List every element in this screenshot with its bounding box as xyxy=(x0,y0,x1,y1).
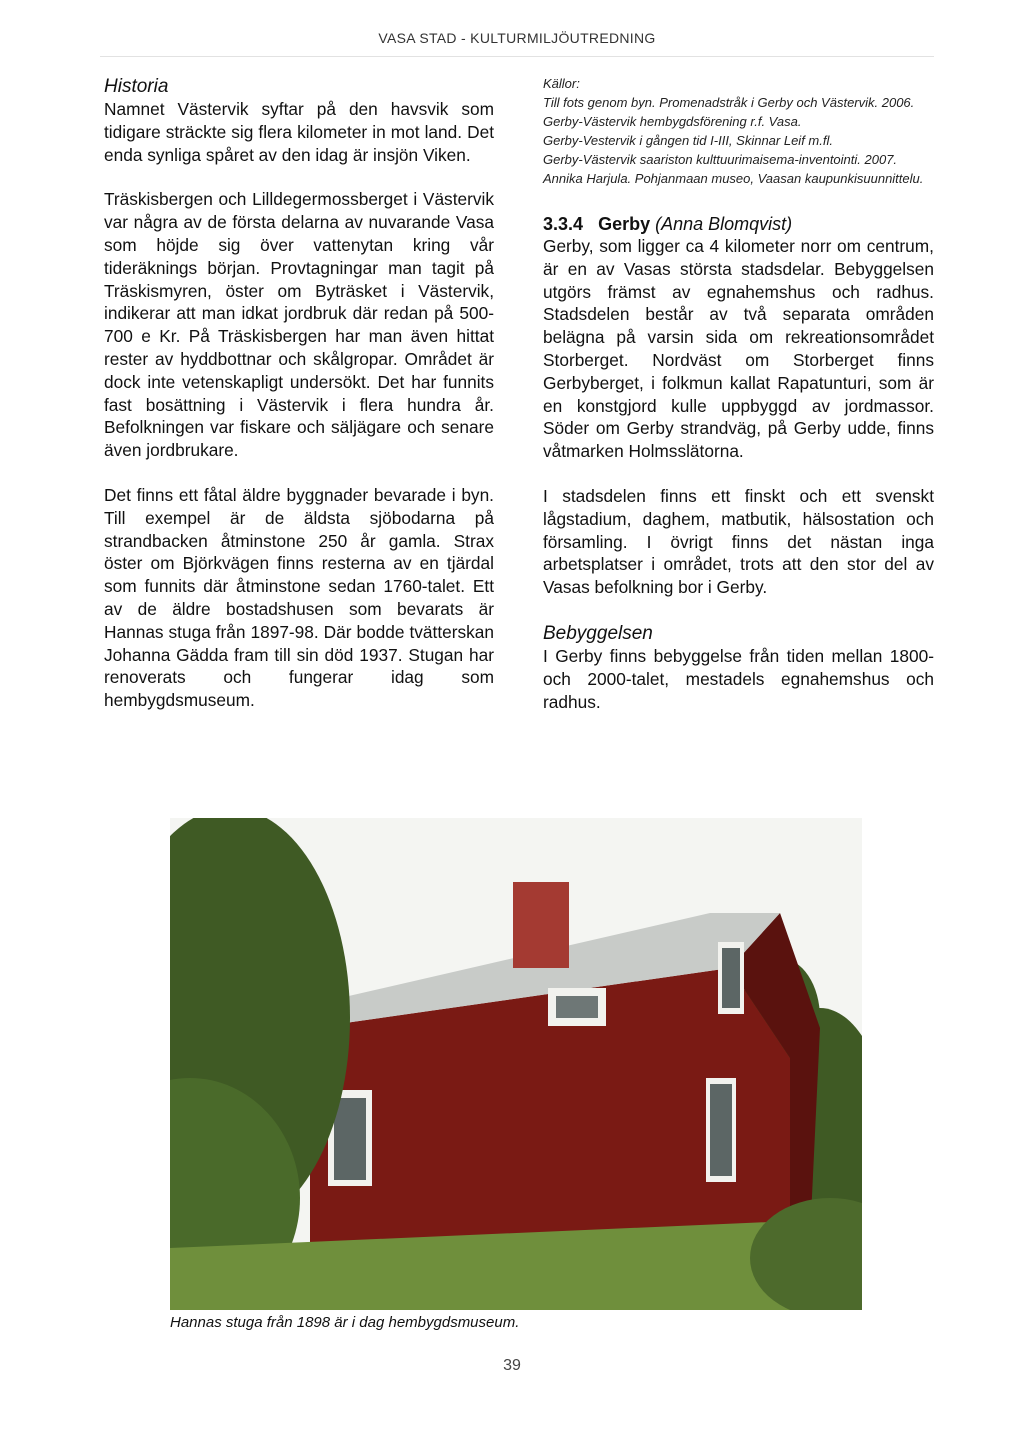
house-photo xyxy=(170,818,862,1310)
source-item: Gerby-Västervik saariston kulttuurimaisema-inventointi. 2007. Annika Harjula. Pohjanmaan museo, Vaasan kaupunkisuunnittelu. xyxy=(543,152,924,186)
section-author: (Anna Blomqvist) xyxy=(655,214,793,234)
section-title: Gerby xyxy=(598,214,651,234)
sources-list xyxy=(543,93,934,188)
paragraph: Det finns ett fåtal äldre byggnader bevarade i byn. Till exempel är de äldsta sjöbodarna på strandbacken åtminstone 250 år gamla. Strax öster om Björkvägen finns resterna av en tjärdal som funnits där åtminstone sedan 1760-talet. Ett av de äldre bostadshusen som bevarats är Hannas stuga från 1897-98. Där bodde tvätterskan Johanna Gädda fram till sin död 1937. Stugan har renoverats och fungerar idag som hembygdsmuseum. xyxy=(104,484,494,711)
sources-heading: Källor: xyxy=(543,76,580,91)
running-header: VASA STAD - KULTURMILJÖUTREDNING xyxy=(378,30,656,46)
right-column xyxy=(543,76,934,713)
page-number: 39 xyxy=(503,1357,521,1374)
heading-historia: Historia xyxy=(104,76,169,97)
section-heading xyxy=(543,213,934,235)
paragraph: Namnet Västervik syftar på den havsvik som tidigare sträckte sig flera kilometer in mot land. Det enda synliga spåret av den idag är insjön Viken. xyxy=(104,99,494,165)
source-item: Gerby-Vestervik i gången tid I-III, Skinnar Leif m.fl. xyxy=(543,133,833,148)
paragraph: Träskisbergen och Lilldegermossberget i Västervik var några av de första delarna av nuvarande Vasa som höjde sig över vattenytan kring vår tideräknings början. Provtagningar man tagit på Träskismyren, öster om Byträsket i Västervik, indikerar att man idkat jordbruk där redan på 500-700 e Kr. På Träskisbergen har man även hittat rester av hyddbottnar och skålgropar. Området är dock inte vetenskapligt undersökt. Det har funnits fast bosättning i Västervik i flera hundra år. Befolkningen var fiskare och säljägare och senare även jordbrukare. xyxy=(104,189,494,461)
photo-caption: Hannas stuga från 1898 är i dag hembygdsmuseum. xyxy=(170,1314,520,1331)
paragraph: I Gerby finns bebyggelse från tiden mellan 1800- och 2000-talet, mestadels egnahemshus och radhus. xyxy=(543,645,934,712)
section-number: 3.3.4 xyxy=(543,214,584,234)
source-item: Till fots genom byn. Promenadstråk i Gerby och Västervik. 2006. Gerby-Västervik hembygdsförening r.f. Vasa. xyxy=(543,95,915,129)
house-illustration xyxy=(170,818,862,1310)
paragraph: Gerby, som ligger ca 4 kilometer norr om centrum, är en av Vasas största stadsdelar. Bebyggelsen utgörs främst av egnahemshus och radhus. Stadsdelen består av två separata områden belägna på varsin sida om rekreationsområdet Storberget. Nordväst om Storberget finns Gerbyberget, i folkmun kallat Rapatunturi, som är en konstgjord kulle uppbyggd av jordmassor. Söder om Gerby strandväg, på Gerby udde, finns våtmarken Holmsslätorna. xyxy=(543,236,934,462)
subheading-bebyggelsen: Bebyggelsen xyxy=(543,622,653,644)
chimney xyxy=(513,882,569,968)
header-rule xyxy=(100,56,934,57)
left-column xyxy=(104,76,494,712)
paragraph: I stadsdelen finns ett finskt och ett svenskt lågstadium, daghem, matbutik, hälsostation och församling. I övrigt finns det nästan inga arbetsplatser i området, trots att den stor del av Vasas befolkning bor i Gerby. xyxy=(543,485,934,598)
